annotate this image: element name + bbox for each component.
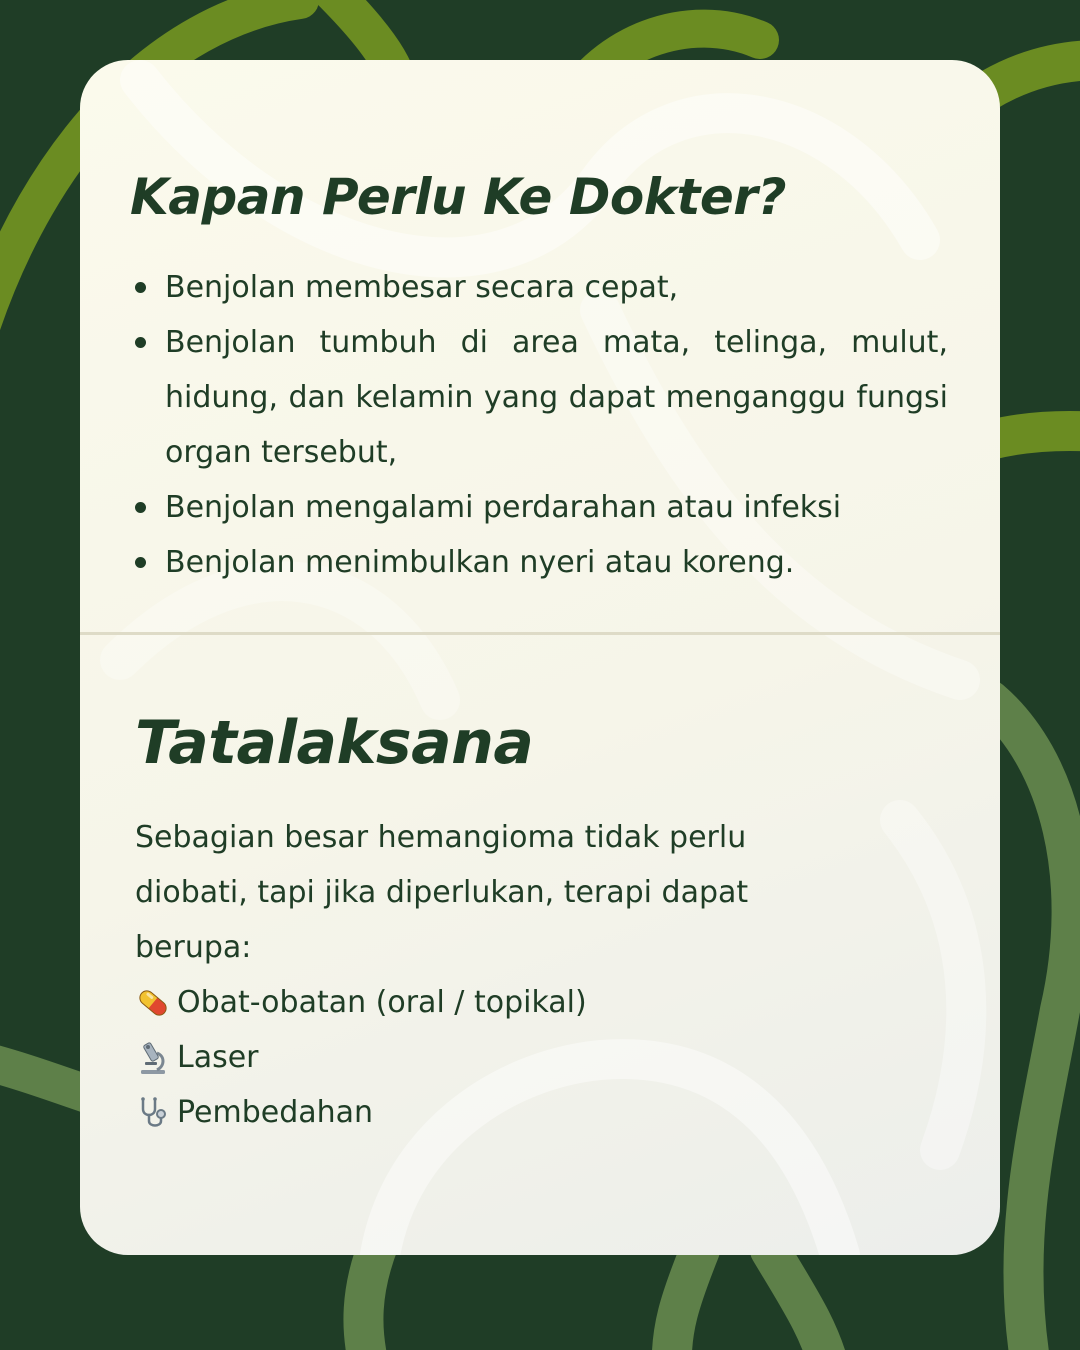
treatment-label: Laser xyxy=(177,1040,259,1075)
treatment-item xyxy=(135,1030,587,1085)
microscope-icon xyxy=(135,1040,171,1076)
doctor-criteria-list xyxy=(135,260,948,590)
treatment-intro: Sebagian besar hemangioma tidak perlu diobati, tapi jika diperlukan, terapi dapat berupa: xyxy=(135,820,749,965)
bullet-dot xyxy=(135,502,146,513)
treatment-list xyxy=(135,975,587,1140)
treatment-item xyxy=(135,975,587,1030)
section-divider xyxy=(80,632,1000,635)
section-title-treatment: Tatalaksana xyxy=(135,708,534,778)
list-item xyxy=(135,315,948,480)
content-card xyxy=(80,60,1000,1255)
bullet-dot xyxy=(135,337,146,348)
list-item-text: Benjolan membesar secara cepat, xyxy=(165,270,679,305)
list-item-text: Benjolan tumbuh di area mata, telinga, mulut, hidung, dan kelamin yang dapat menganggu fungsi organ tersebut, xyxy=(165,325,948,470)
list-item xyxy=(135,480,948,535)
section-title-doctor: Kapan Perlu Ke Dokter? xyxy=(130,168,786,226)
treatment-label: Pembedahan xyxy=(177,1095,374,1130)
bullet-dot xyxy=(135,282,146,293)
bullet-dot xyxy=(135,557,146,568)
list-item-text: Benjolan mengalami perdarahan atau infeksi xyxy=(165,490,842,525)
treatment-item xyxy=(135,1085,587,1140)
treatment-label: Obat-obatan (oral / topikal) xyxy=(177,985,587,1020)
pill-icon xyxy=(135,985,171,1021)
list-item-text: Benjolan menimbulkan nyeri atau koreng. xyxy=(165,545,795,580)
stethoscope-icon xyxy=(135,1095,171,1131)
list-item xyxy=(135,260,948,315)
list-item xyxy=(135,535,948,590)
